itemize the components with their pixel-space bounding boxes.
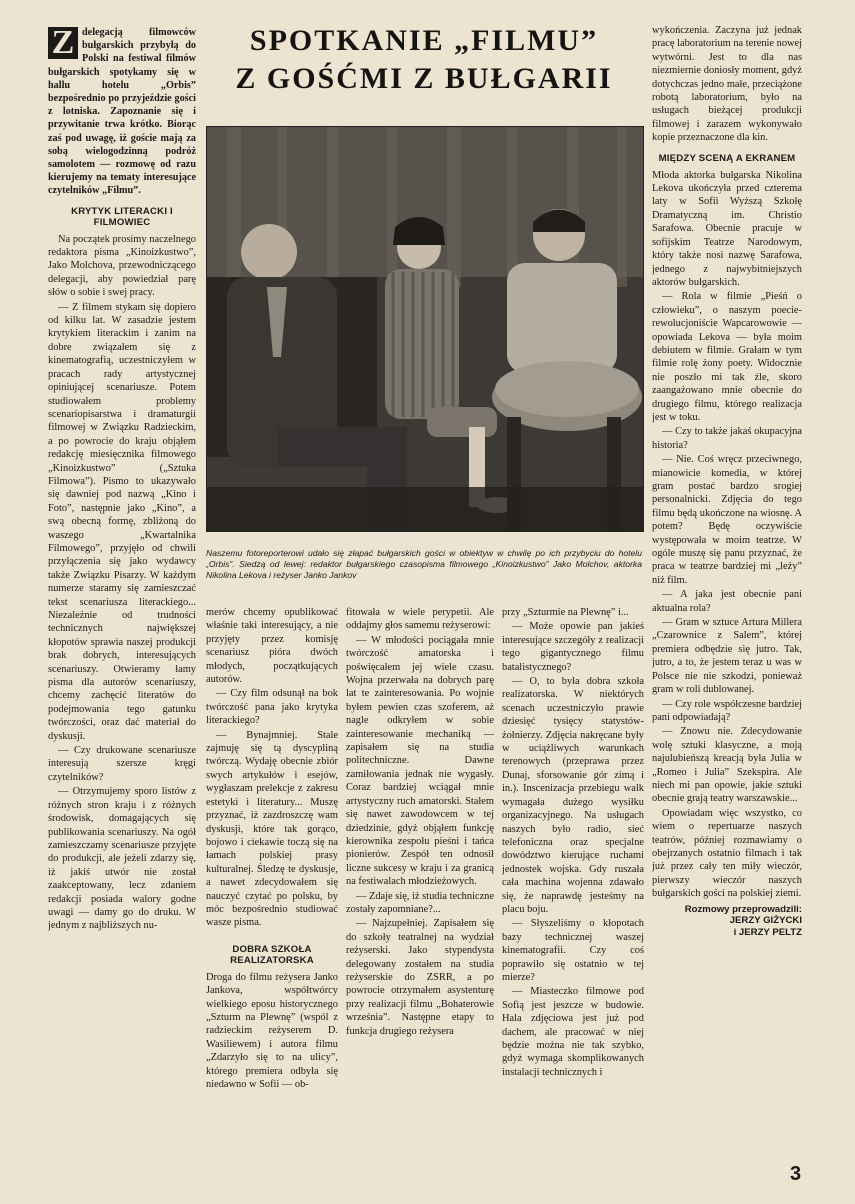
col5-p4: — Czy to także jakaś okupacyjna historia? — [652, 426, 802, 451]
col5-p8: — Czy role współczesne bardziej pani odpowiadają? — [652, 698, 802, 723]
headline-line-1: SPOTKANIE „FILMU” — [249, 24, 599, 57]
col3-p3: — Zdaje się, iż studia techniczne zostały zapomniane?... — [346, 890, 494, 915]
col3-p1: fitowała w wiele perypetii. Ale oddajmy głos samemu reżyserowi: — [346, 607, 494, 632]
col1-p1: Na początek prosimy naczelnego redaktora pisma „Kinoizkustwo”, Jako Molchova, przewodniczącego delegacji, aby powiedział parę słów o sobie i swej pracy. — [48, 233, 196, 299]
signature — [652, 904, 802, 939]
photo-illustration — [207, 127, 643, 531]
article-photo — [206, 126, 644, 532]
col2-p4: Droga do filmu reżysera Janko Jankova, współtwórcy wielkiego eposu historycznego „Szturm na Plewnę” (wspól z radzieckim reżyserem D. Wasiliewem) i autora filmu „Zdarzyło się to na ulicy”, którego premiera odbyła się niedawno w Sofii — ob- — [206, 971, 338, 1090]
col5-p1: wykończenia. Zaczyna już jednak pracę laboratorium na terenie nowej wytwórni. Jest to dla nas niezmiernie doniosły moment, gdyż dotychczas jedno małe, przeciążone robotą laboratorium, było na usługach bieżącej produkcji filmowej i zarazem wykonywało kopie przeznaczone dla kin. — [652, 25, 802, 144]
page-number: 3 — [790, 1163, 802, 1185]
col5-p2: Młoda aktorka bułgarska Nikolina Lekova ukończyła przed czterema laty w Sofii Wyższą Szkołę Dramatyczną im. Christio Sarafowa. Obecnie pracuje w sofijskim Teatrze Narodowym, który także nosi nazwę Sarafowa, jednego z najwybitniejszych aktorów bułgarskich. — [652, 169, 802, 288]
col1-p4: — Otrzymujemy sporo listów z różnych stron kraju i z różnych środowisk, domagających się publikowania scenariuszy. Na ogół zamieszczamy scenariusze przyjęte do produkcji, ale jeżeli zdarzy się, iż jakiś utwór nie został zaakceptowany, lecz zdaniem redakcji posiada walory godne uwagi — damy go do druku. W jednym z najbliższych nu- — [48, 786, 196, 932]
headline-line-2: Z GOŚĆMI Z BUŁGARII — [235, 62, 613, 95]
col3-p4: — Najzupełniej. Zapisałem się do szkoły teatralnej na wydział reżyserski. Jako stypendysta delegowany zostałem na studia reżyserskie do ZSRR, a po powrocie otrzymałem asystenturę przy realizacji filmu „Bohaterowie września”. Następne etapy to funkcja drugiego reżysera — [346, 918, 494, 1037]
drop-cap: Z — [48, 27, 78, 59]
col5-p6: — A jaka jest obecnie pani aktualna rola? — [652, 589, 802, 614]
column-2 — [206, 606, 338, 1176]
col4-p4: — Słyszeliśmy o kłopotach bazy technicznej waszej kinematografii. Czy coś poprawiło się ostatnio w tej mierze? — [502, 918, 644, 983]
col2-p3: — Bynajmniej. Stale zajmuję się tą dyscypliną twórczą. Wydaję obecnie zbiór swych artykułów i esejów, wygłaszam prelekcje z zakresu estetyki i literatury... Muszę przyznać, iż zazdroszczę wam dyskusji, które tak gorąco, bojowo i ciekawie toczą się na łamach polskiej prasy kulturalnej. Śledzę te dyskusje, a nawet zdecydowałem się nauczyć czytać po polsku, by móc bezpośrednio studiować wasze pisma. — [206, 729, 338, 929]
col4-p5: — Miasteczko filmowe pod Sofią jest jeszcze w budowie. Hala zdjęciowa jest już pod dachem, ale pracować w niej będzie można nie tak szybko, gdyż wymaga skomplikowanych instalacji technicznych i — [502, 986, 644, 1078]
col3-p2: — W młodości pociągała mnie twórczość amatorska i poświęcałem jej wiele czasu. Wojna przerwała na dobrych parę lat te zainteresowania. Po wojnie byłem pewien czas szoferem, aż nagle odkryłem w sobie zainteresowanie mechaniką — zapisałem się na studia politechniczne. Dawne zamiłowania jednak nie wygasły. Coraz bardziej wciągał mnie artystyczny ruch amatorski. Stałem się nawet zawodowcem w tej dziedzinie, gdyż objąłem funkcję kierownika zespołu pieśni i tańca pionierów. Zespół ten odnosił liczne sukcesy w kraju i za granicą na festiwalach młodzieżowych. — [346, 634, 494, 888]
subhead-school: DOBRA SZKOŁA REALIZATORSKA — [230, 943, 314, 966]
col5-p9: — Znowu nie. Zdecydowanie wolę sztuki klasyczne, a moją najulubieńszą kreacją była Julia w „Romeo i Julia” Szekspira. Ale niech mi pan opowie, jakie sztuki obecnie grają teatry warszawskie... — [652, 726, 802, 805]
col5-p3: — Rola w filmie „Pieśń o człowieku”, o naszym poecie-rewolucjoniście Wapcarowowie — opowiada Lekova — była moim debiutem w filmie. Grałam w tym filmie rolę żony poety. Widocznie nie poszło mi tak źle, skoro zaangażowano mnie obecnie do drugiego filmu, którego realizacja jest w toku. — [652, 291, 802, 423]
signature-line-3: i JERZY PELTZ — [733, 926, 802, 938]
lead-paragraph — [48, 26, 196, 198]
photo-caption: Naszemu fotoreporterowi udało się złapać bułgarskich gości w obiektyw w chwilę po ich przybyciu do hotelu „Orbis”. Siedzą od lewej: redaktor bułgarskiego czasopisma filmowego „Kinoizkustwo” Jako Molchov, aktorka Nikolina Lekova i reżyser Janko Jankov — [206, 548, 642, 580]
subhead-critic: KRYTYK LITERACKI I FILMOWIEC — [71, 205, 173, 228]
col1-p2: — Z filmem stykam się dopiero od kilku lat. W zasadzie jestem krytykiem literackim i zanim na dobre związałem się z kinematografią, uczestniczyłem w pracach rady artystycznej opiniującej scenariusze. Potem studiowałem problemy scenariopisarstwa i dramaturgii filmowej w Związku Radzieckim, a po powrocie do kraju objąłem redakcję miesięcznika filmowego „Kinoizkustwo” („Sztuka Filmowa”). Pismo to ukazywało się dawniej pod nazwą „Kino i Foto”, następnie jako „Kino”, a swą obecną formę, zbliżoną do waszego „Kwartalnika Filmowego”, przyjęło od chwili przyłączenia się jako wydawcy także Związku Pisarzy. W każdym numerze staramy się zamieszczać tekst scenariusza literackiego... Niezależnie od trudności technicznych największej kłopotów sprawia naszej produkcji brak dobrych, interesujących scenariuszy. Otwieramy łamy pisma dla autorów scenariuszy, chcemy zachęcić literatów do podejmowania tego gatunku twórczości, oraz dać materiał do dyskusji. — [48, 301, 196, 742]
signature-line-2: JERZY GIŻYCKI — [729, 915, 802, 927]
col4-p3: — O, to była dobra szkoła realizatorska. W niektórych scenach uczestniczyło prawie dziesięć tysięcy statystów-żołnierzy. Zdjęcia nakręcane były w uciążliwych warunkach terenowych (przeprawa przez Dunaj, sforsowanie gór zimą i in.). Inscenizacja przebiegu walk wymagała dużego wysiłku organizacyjnego. Na usługach naszych było radio, sieć telefoniczna oraz specjalne dowództwo kierujące ruchami jednostek wojska. Gdy ruszała cała machina wojenna zdawało się, że naprawdę jesteśmy na placu boju. — [502, 676, 644, 915]
column-5 — [652, 24, 802, 1154]
col1-p3: — Czy drukowane scenariusze interesują szersze kręgi czytelników? — [48, 745, 196, 783]
column-3 — [346, 606, 494, 1176]
col5-p10: Opowiadam więc wszystko, co wiem o repertuarze naszych teatrów, później rozmawiamy o obejrzanych ostatnio filmach i tak już przez cały ten miły wieczór, pierwszy wieczór naszych bułgarskich gości na polskiej ziemi. — [652, 807, 802, 900]
column-4 — [502, 606, 644, 1176]
col4-p2: — Może opowie pan jakieś interesujące szczegóły z realizacji tego gigantycznego filmu batalistycznego? — [502, 621, 644, 673]
article-headline — [206, 22, 642, 98]
subhead-screen: MIĘDZY SCENĄ A EKRANEM — [658, 152, 796, 164]
lead-text: delegacją filmowców bułgarskich przybyłą do Polski na festiwal filmów bułgarskich spotykamy się w hallu hotelu „Orbis” bezpośrednio po przyjeździe gości z lotniska. Zapoznanie się i przywitanie trwa krótko. Biorąc zaś pod uwagę, iż goście mają za sobą wielogodzinną podróż samolotem — rozmowę od razu kierujemy na tematy interesujące czytelników „Filmu”. — [48, 27, 196, 197]
signature-line-1: Rozmowy przeprowadzili: — [684, 903, 802, 915]
col5-p5: — Nie. Coś wręcz przeciwnego, mianowicie komedia, w której gram postać bardzo srogiej personalnicki. Zdjęcia do tego filmu będą ukończone na wiosnę. A potem? Będę oczywiście występowała w moim teatrze. W ogóle muszę się panu przyznać, że praca w teatrze bardziej mi „leży” niż film. — [652, 454, 802, 586]
col5-p7: — Gram w sztuce Artura Millera „Czarownice z Salem”, której premiera odbędzie się jutro. Tak, jutro, a to, że jestem teraz u was w Polsce nie nie szkodzi, ponieważ gram w roli dublowanej. — [652, 617, 802, 696]
col2-p2: — Czy film odsunął na bok twórczość pana jako krytyka literackiego? — [206, 688, 338, 727]
column-1 — [48, 26, 196, 1176]
col2-p1: merów chcemy opublikować właśnie taki interesujący, a nie przyjęty przez komisję scenariusz pióra dwóch młodych, początkujących autorów. — [206, 607, 338, 686]
col4-p1: przy „Szturmie na Plewnę” i... — [502, 607, 629, 618]
